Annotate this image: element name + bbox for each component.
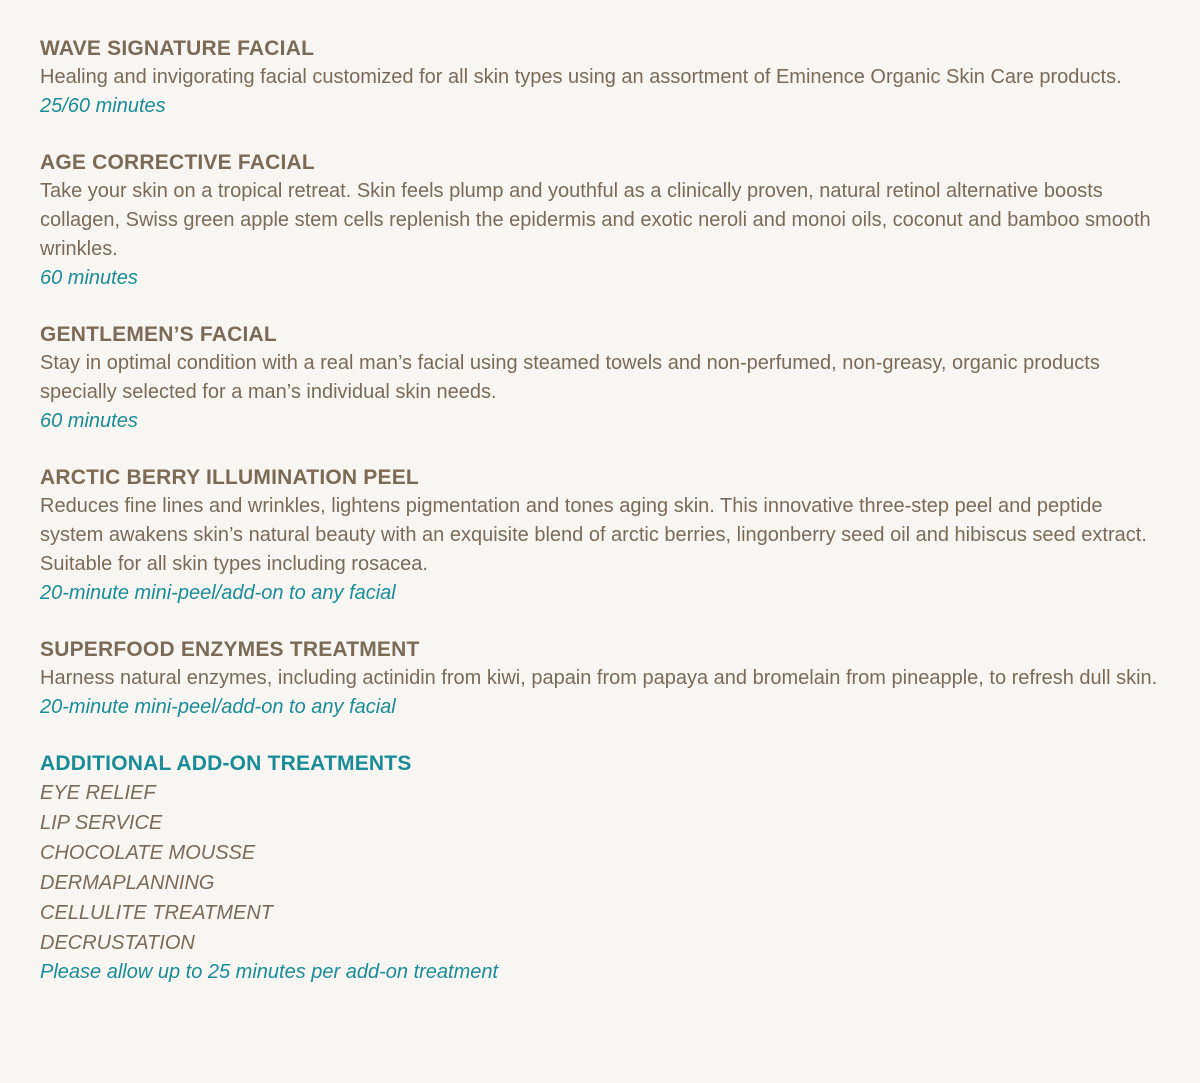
service-duration: 60 minutes bbox=[40, 267, 138, 289]
addon-item-cellulite-treatment: CELLULITE TREATMENT bbox=[40, 902, 273, 924]
addon-item-lip-service: LIP SERVICE bbox=[40, 812, 163, 834]
spa-menu bbox=[40, 34, 1170, 987]
service-wave-signature-facial bbox=[40, 34, 1170, 121]
addon-list bbox=[40, 778, 1170, 958]
service-description: Stay in optimal condition with a real man’s facial using steamed towels and non-perfumed, non-greasy, organic products specially selected for a man’s individual skin needs. bbox=[40, 352, 1100, 403]
service-description: Harness natural enzymes, including actinidin from kiwi, papain from papaya and bromelain from pineapple, to refresh dull skin. bbox=[40, 667, 1158, 689]
addon-item-eye-relief: EYE RELIEF bbox=[40, 782, 156, 804]
addon-note: Please allow up to 25 minutes per add-on treatment bbox=[40, 961, 499, 983]
service-title: AGE CORRECTIVE FACIAL bbox=[40, 151, 315, 174]
service-gentlemens-facial bbox=[40, 320, 1170, 436]
service-duration: 60 minutes bbox=[40, 410, 138, 432]
addon-treatments-section bbox=[40, 749, 1170, 987]
addon-item-decrustation: DECRUSTATION bbox=[40, 932, 195, 954]
service-duration: 20-minute mini-peel/add-on to any facial bbox=[40, 696, 396, 718]
service-description: Take your skin on a tropical retreat. Skin feels plump and youthful as a clinically proven, natural retinol alternative boosts collagen, Swiss green apple stem cells replenish the epidermis and exotic neroli and monoi oils, coconut and bamboo smooth wrinkles. bbox=[40, 180, 1151, 260]
service-title: GENTLEMEN’S FACIAL bbox=[40, 323, 277, 346]
service-description: Healing and invigorating facial customized for all skin types using an assortment of Eminence Organic Skin Care products. bbox=[40, 66, 1122, 88]
service-age-corrective-facial bbox=[40, 148, 1170, 293]
addon-item-dermaplanning: DERMAPLANNING bbox=[40, 872, 215, 894]
service-superfood-enzymes-treatment bbox=[40, 635, 1170, 722]
service-title: SUPERFOOD ENZYMES TREATMENT bbox=[40, 638, 420, 661]
service-arctic-berry-illumination-peel bbox=[40, 463, 1170, 608]
service-duration: 20-minute mini-peel/add-on to any facial bbox=[40, 582, 396, 604]
service-duration: 25/60 minutes bbox=[40, 95, 166, 117]
addon-item-chocolate-mousse: CHOCOLATE MOUSSE bbox=[40, 842, 256, 864]
service-title: ARCTIC BERRY ILLUMINATION PEEL bbox=[40, 466, 419, 489]
service-title: WAVE SIGNATURE FACIAL bbox=[40, 37, 315, 60]
addon-section-title: ADDITIONAL ADD-ON TREATMENTS bbox=[40, 752, 412, 775]
service-description: Reduces fine lines and wrinkles, lightens pigmentation and tones aging skin. This innovative three-step peel and peptide system awakens skin’s natural beauty with an exquisite blend of arctic berries, lingonberry seed oil and hibiscus seed extract. Suitable for all skin types including rosacea. bbox=[40, 495, 1147, 575]
